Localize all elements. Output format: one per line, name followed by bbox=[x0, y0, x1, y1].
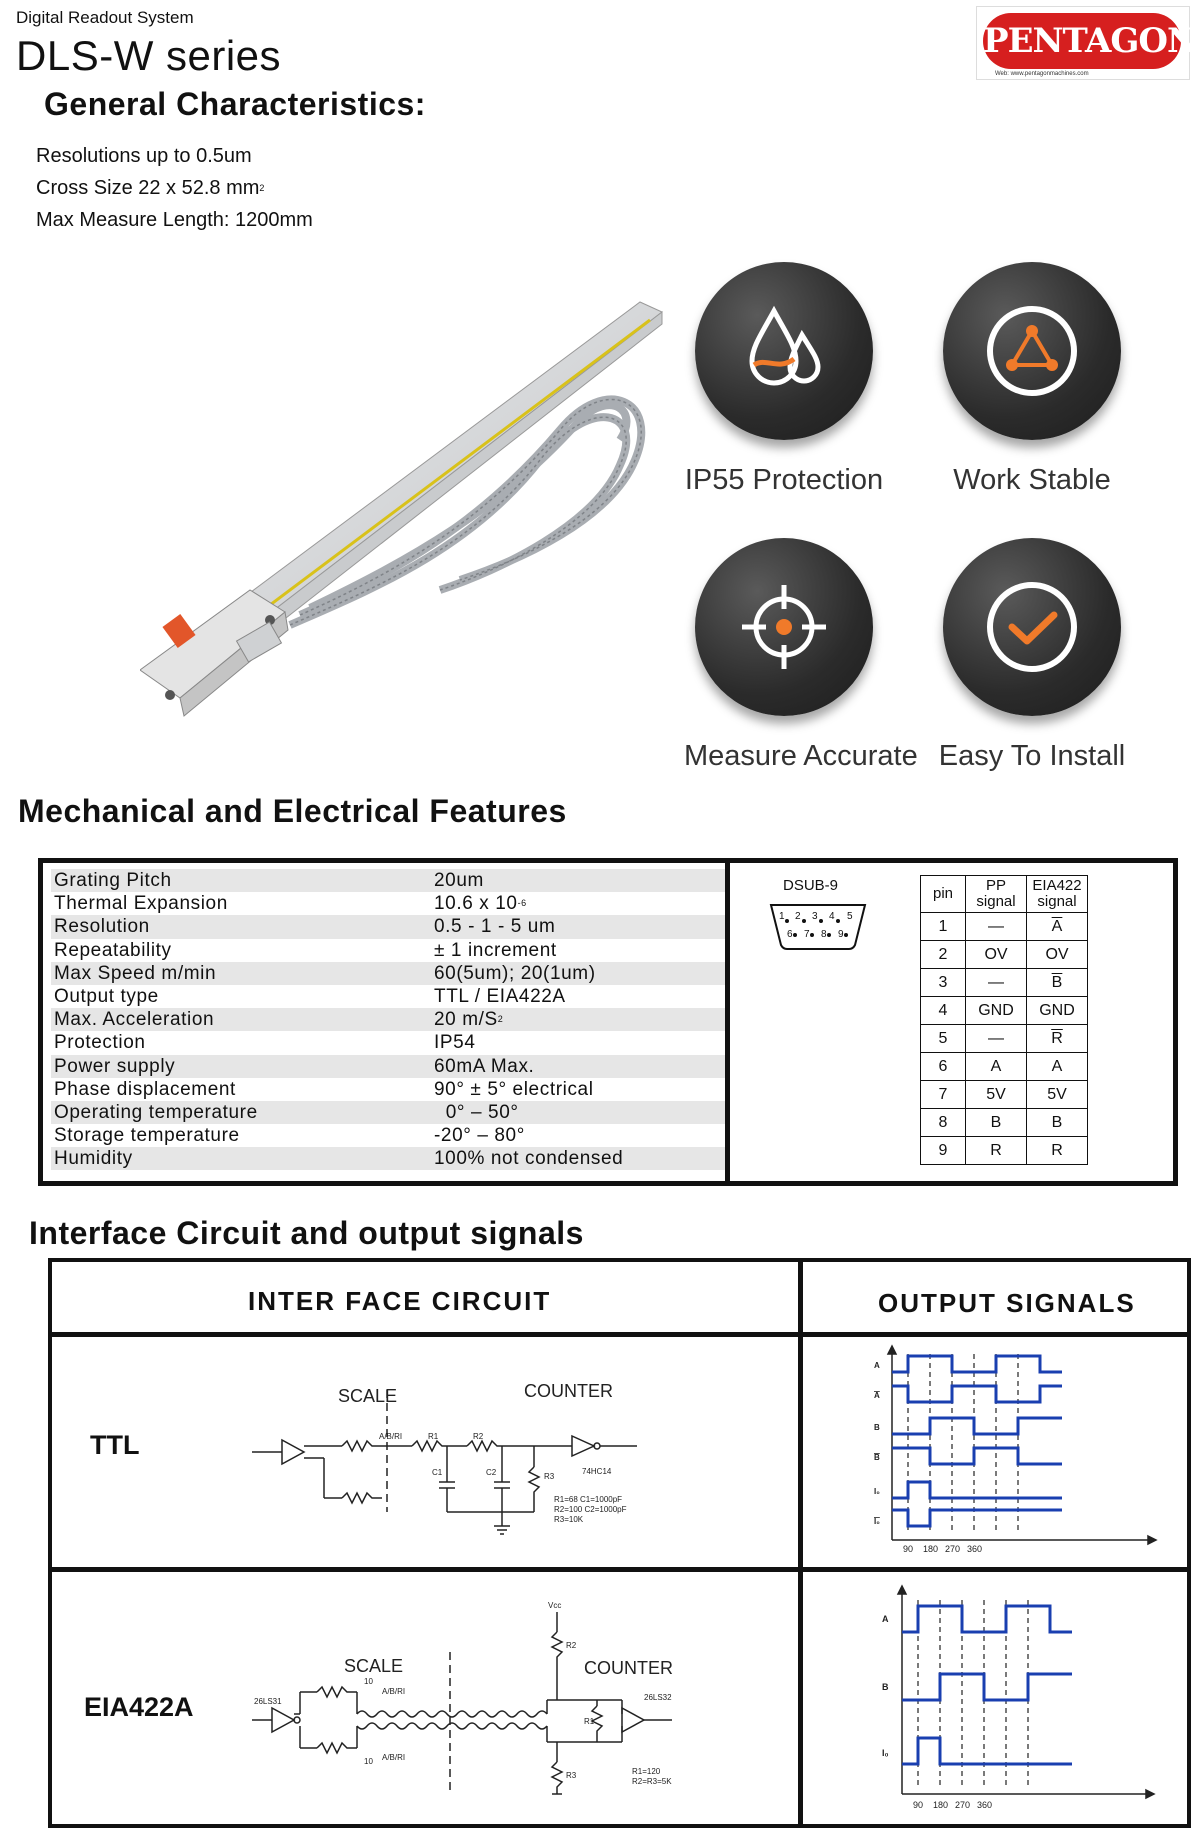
dsub-title: DSUB-9 bbox=[783, 877, 839, 894]
dsub-pin: 4 bbox=[829, 911, 835, 922]
general-item: Cross Size 22 x 52.8 $mm^2$ bbox=[36, 177, 265, 199]
spec-row: Power supply 60mA Max. bbox=[51, 1055, 726, 1078]
ttl-circuit-diagram bbox=[252, 1342, 742, 1564]
system-label: Digital Readout System bbox=[16, 8, 194, 27]
spec-row: Protection IP54 bbox=[54, 1032, 476, 1054]
pin-row: 5 — $\overline{R}$ bbox=[921, 1025, 1088, 1053]
svg-text:180: 180 bbox=[933, 1800, 949, 1810]
general-list bbox=[36, 140, 313, 236]
pin-row: 2 OV OV bbox=[921, 941, 1088, 969]
spec-table bbox=[51, 869, 726, 1170]
linear-scale-image bbox=[140, 290, 670, 720]
eia-circuit-diagram bbox=[252, 1582, 752, 1812]
pin-row: 4 GND GND bbox=[921, 997, 1088, 1025]
svg-text:I₀: I₀ bbox=[874, 1517, 880, 1526]
water-drops-icon bbox=[695, 262, 873, 440]
svg-text:26LS31: 26LS31 bbox=[254, 1697, 282, 1706]
svg-text:270: 270 bbox=[945, 1544, 961, 1554]
logo-web: Web: www.pentagonmachines.com bbox=[995, 71, 1089, 77]
spec-row: Output type TTL / EIA422A bbox=[54, 985, 566, 1007]
circuit-column-header: INTER FACE CIRCUIT bbox=[248, 1286, 552, 1316]
pin-row: 6 A A bbox=[921, 1053, 1088, 1081]
svg-text:90: 90 bbox=[903, 1544, 914, 1554]
general-title: General Characteristics: bbox=[44, 86, 426, 122]
pin-row: 1 — $\overline{A}$ bbox=[921, 913, 1088, 941]
svg-text:A: A bbox=[874, 1361, 880, 1370]
dsub-pin: 2 bbox=[795, 911, 801, 922]
svg-text:R3: R3 bbox=[566, 1771, 577, 1780]
eia-scale-label: SCALE bbox=[344, 1656, 404, 1676]
signals-column-header: OUTPUT SIGNALS bbox=[878, 1288, 1136, 1318]
pp-header: PP signal bbox=[966, 876, 1027, 913]
svg-text:R1=120: R1=120 bbox=[632, 1767, 661, 1776]
svg-text:90: 90 bbox=[913, 1800, 924, 1810]
svg-text:C1: C1 bbox=[432, 1468, 443, 1477]
svg-text:R2: R2 bbox=[566, 1641, 577, 1650]
svg-text:A: A bbox=[874, 1391, 880, 1400]
svg-text:Vcc: Vcc bbox=[548, 1601, 562, 1610]
divider bbox=[798, 1262, 803, 1824]
spec-row: Phase displacement 90° ± 5° electrical bbox=[54, 1078, 594, 1100]
feature-label: Measure Accurate bbox=[684, 740, 918, 772]
ttl-output-signals-chart bbox=[872, 1344, 1162, 1554]
dsub9-connector-icon bbox=[765, 899, 875, 955]
logo-wordmark: PENTAGON bbox=[983, 13, 1181, 69]
dsub-pin: 5 bbox=[847, 911, 853, 922]
dsub-pin: 1 bbox=[779, 911, 785, 922]
feature-ip55 bbox=[684, 262, 884, 497]
ttl-label: TTL bbox=[90, 1430, 140, 1460]
spec-row: Storage temperature -20° – 80° bbox=[54, 1125, 525, 1147]
svg-text:360: 360 bbox=[967, 1544, 983, 1554]
general-item: Max Measure Length: 1200mm bbox=[36, 209, 313, 231]
spec-row: Max. Acceleration 20 $m/S^2$ bbox=[51, 1008, 726, 1031]
svg-text:R2: R2 bbox=[473, 1432, 484, 1441]
feature-label: IP55 Protection bbox=[684, 464, 884, 496]
feature-label: Easy To Install bbox=[938, 740, 1126, 772]
eia-counter-label: COUNTER bbox=[584, 1658, 673, 1678]
dsub-pin: 3 bbox=[812, 911, 818, 922]
svg-text:R2=100 C2=1000pF: R2=100 C2=1000pF bbox=[554, 1505, 627, 1514]
svg-text:A/B/RI: A/B/RI bbox=[382, 1687, 406, 1696]
series-title: DLS-W series bbox=[16, 32, 282, 79]
pin-header: pin bbox=[921, 876, 966, 913]
checkmark-icon bbox=[943, 538, 1121, 716]
spec-row: Thermal Expansion 10.6 x $10^{-6}$ bbox=[54, 893, 527, 915]
svg-text:R2=R3=5K: R2=R3=5K bbox=[632, 1777, 672, 1786]
interface-box bbox=[48, 1258, 1191, 1828]
svg-text:C2: C2 bbox=[486, 1468, 497, 1477]
svg-text:360: 360 bbox=[977, 1800, 993, 1810]
svg-text:I₀: I₀ bbox=[882, 1748, 889, 1758]
crosshair-icon bbox=[695, 538, 873, 716]
eia-header: EIA422 signal bbox=[1027, 876, 1088, 913]
svg-text:R1: R1 bbox=[428, 1432, 439, 1441]
svg-text:R3: R3 bbox=[544, 1472, 555, 1481]
general-item: Resolutions up to 0.5um bbox=[36, 145, 252, 167]
dsub-pin: 8 bbox=[821, 929, 827, 940]
spec-row: Grating Pitch 20um bbox=[51, 869, 726, 892]
feature-easy-install bbox=[932, 538, 1132, 773]
svg-text:B: B bbox=[874, 1423, 880, 1432]
eia-output-signals-chart bbox=[872, 1584, 1162, 1814]
svg-text:74HC14: 74HC14 bbox=[582, 1467, 612, 1476]
svg-text:B: B bbox=[882, 1682, 889, 1692]
pin-row: 3 — $\overline{B}$ bbox=[921, 969, 1088, 997]
spec-row: Operating temperature 0° – 50° bbox=[51, 1101, 726, 1124]
svg-text:26LS32: 26LS32 bbox=[644, 1693, 672, 1702]
pin-row: 9 R R bbox=[921, 1137, 1088, 1165]
spec-divider bbox=[725, 863, 730, 1181]
ttl-counter-label: COUNTER bbox=[524, 1381, 613, 1401]
svg-text:R3=10K: R3=10K bbox=[554, 1515, 584, 1524]
svg-text:R1=68 C1=1000pF: R1=68 C1=1000pF bbox=[554, 1495, 623, 1504]
svg-text:10: 10 bbox=[364, 1757, 373, 1766]
svg-text:R1: R1 bbox=[584, 1717, 595, 1726]
dsub-pin: 7 bbox=[804, 929, 810, 940]
svg-text:10: 10 bbox=[364, 1677, 373, 1686]
spec-row: Max Speed m/min 60(5um); 20(1um) bbox=[51, 962, 726, 985]
svg-text:B: B bbox=[874, 1453, 880, 1462]
interface-title: Interface Circuit and output signals bbox=[29, 1215, 584, 1251]
mechanical-title: Mechanical and Electrical Features bbox=[18, 793, 567, 829]
eia-label: EIA422A bbox=[84, 1692, 194, 1722]
pin-table bbox=[920, 875, 1088, 1165]
ttl-scale-label: SCALE bbox=[338, 1386, 398, 1406]
svg-text:A: A bbox=[882, 1614, 889, 1624]
svg-text:A/B/RI: A/B/RI bbox=[382, 1753, 406, 1762]
spec-row: Repeatability ± 1 increment bbox=[54, 939, 557, 961]
svg-text:I₀: I₀ bbox=[874, 1487, 880, 1496]
dsub-pin: 9 bbox=[838, 929, 844, 940]
feature-label: Work Stable bbox=[953, 464, 1111, 496]
spec-box bbox=[38, 858, 1178, 1186]
spec-row: Resolution 0.5 - 1 - 5 um bbox=[51, 915, 726, 938]
pentagon-logo bbox=[976, 6, 1198, 80]
divider bbox=[52, 1567, 1187, 1572]
svg-text:180: 180 bbox=[923, 1544, 939, 1554]
spec-row: Humidity 100% not condensed bbox=[51, 1147, 726, 1170]
divider bbox=[52, 1332, 1187, 1337]
triangle-nodes-icon bbox=[943, 262, 1121, 440]
dsub-pin: 6 bbox=[787, 929, 793, 940]
feature-work-stable bbox=[932, 262, 1132, 497]
pin-row: 8 B B bbox=[921, 1109, 1088, 1137]
svg-text:A/B/RI: A/B/RI bbox=[379, 1432, 403, 1441]
pin-row: 7 5V 5V bbox=[921, 1081, 1088, 1109]
svg-text:270: 270 bbox=[955, 1800, 971, 1810]
feature-measure-accurate bbox=[684, 538, 918, 773]
